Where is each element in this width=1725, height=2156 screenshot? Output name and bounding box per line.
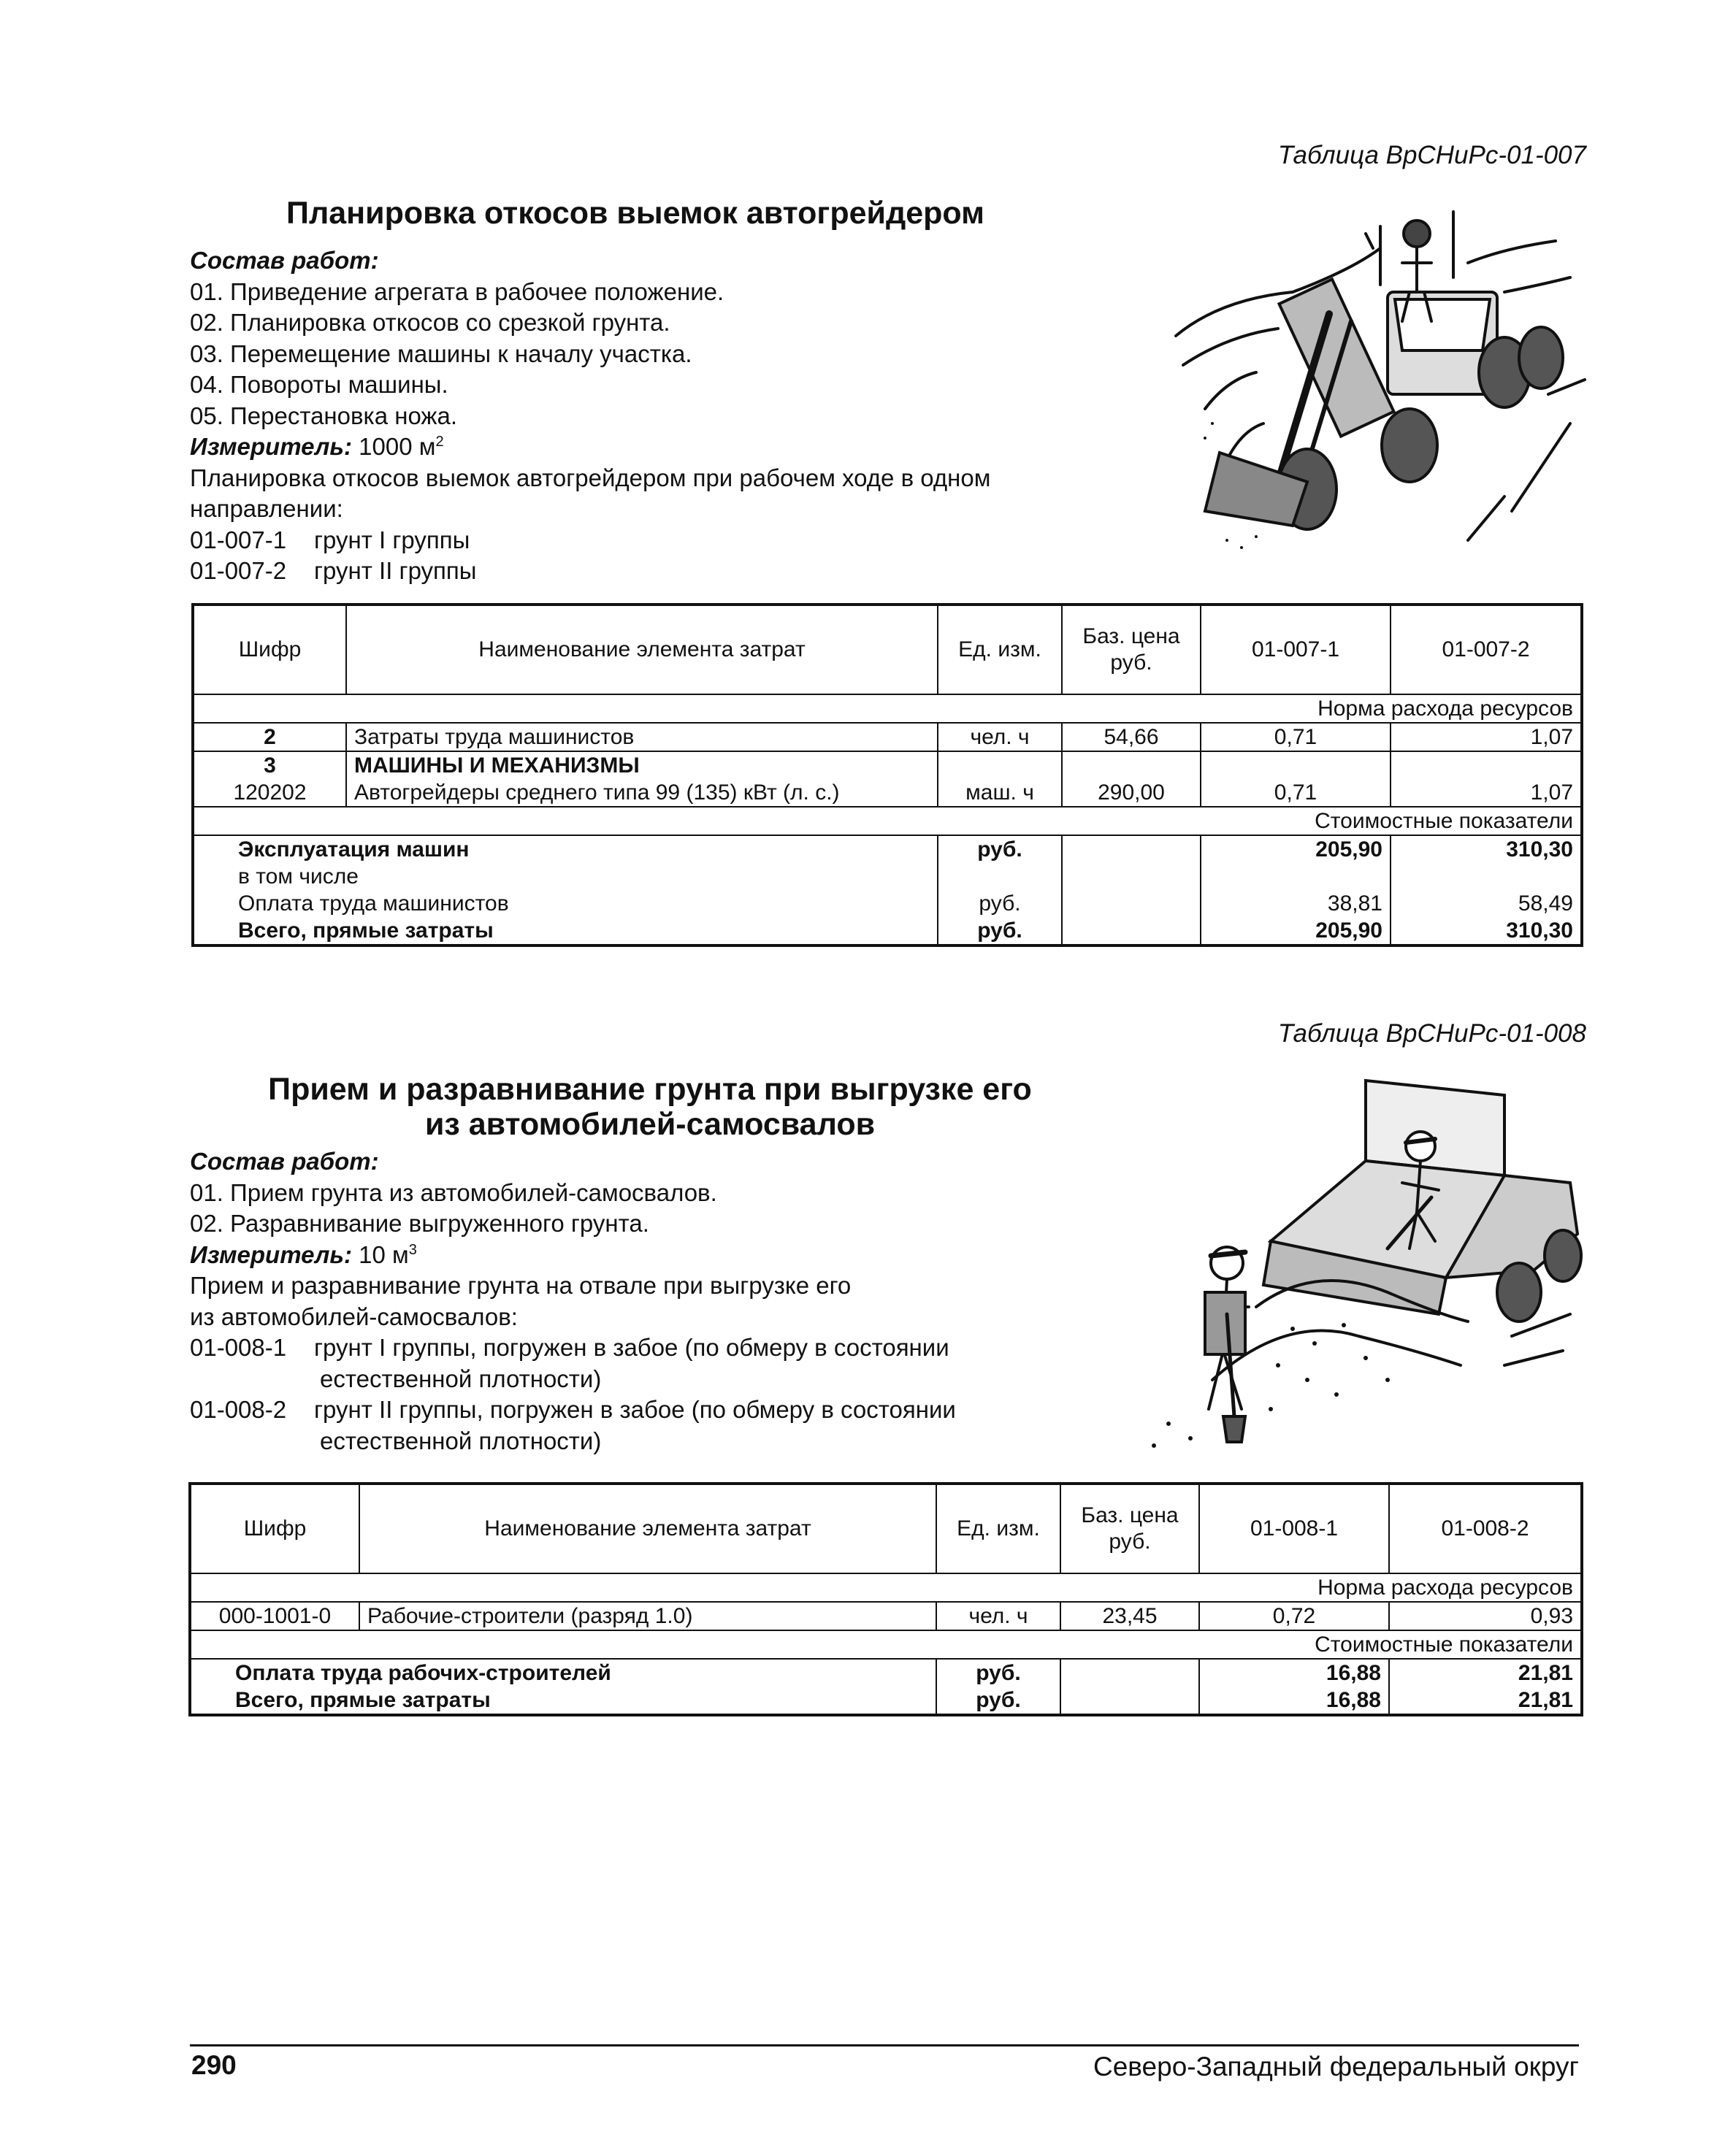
table-id-01-007: Таблица ВрСНиРс-01-007: [1277, 141, 1586, 169]
footer-rule: [190, 2044, 1579, 2046]
header-code: Шифр: [193, 605, 346, 694]
work-item: 05. Перестановка ножа.: [190, 402, 458, 429]
table-row: 3 МАШИНЫ И МЕХАНИЗМЫ: [193, 751, 1582, 779]
table-row: Оплата труда рабочих-строителей руб. 16,88 21,81: [190, 1659, 1582, 1687]
costs-table-01-008: [188, 1482, 1583, 1716]
header-variant-1: 01-007-1: [1201, 605, 1391, 694]
section-row-norm: Норма расхода ресурсов: [193, 694, 1582, 723]
table-row: 2 Затраты труда машинистов чел. ч 54,66 0,71 1,07: [193, 723, 1582, 751]
header-variant-2: 01-007-2: [1391, 605, 1582, 694]
table-row: 120202 Автогрейдеры среднего типа 99 (135) кВт (л. с.) маш. ч 290,00 0,71 1,07: [193, 779, 1582, 807]
section-row-norm: Норма расхода ресурсов: [190, 1573, 1582, 1602]
header-code: Шифр: [190, 1484, 359, 1573]
table-header-row: [190, 1484, 1582, 1573]
description: Прием и разравнивание грунта на отвале при выгрузке его: [190, 1272, 852, 1299]
section-title-01-007: Планировка откосов выемок автогрейдером: [286, 196, 984, 231]
page-number: 290: [191, 2050, 237, 2080]
meter-line: Измеритель: 1000 $м^2$: [190, 433, 444, 460]
work-item: 01. Прием грунта из автомобилей-самосвалов.: [190, 1178, 717, 1206]
table-row: Всего, прямые затраты руб. 16,88 21,81: [190, 1687, 1582, 1715]
section-body-01-007: [190, 245, 1139, 587]
header-variant-2: 01-008-2: [1389, 1484, 1582, 1573]
table-row: в том числе: [193, 863, 1582, 890]
footer-district: Северо-Западный федеральный округ: [1093, 2052, 1579, 2082]
variant-item: 01-008-1 грунт I группы, погружен в забое (по обмеру в состоянии: [190, 1334, 949, 1361]
table-id-01-008: Таблица ВрСНиРс-01-008: [1277, 1019, 1586, 1048]
table-row: Оплата труда машинистов руб. 38,81 58,49: [193, 890, 1582, 917]
work-item: 03. Перемещение машины к началу участка.: [190, 339, 692, 367]
variant-item: 01-008-2 грунт II группы, погружен в забое (по обмеру в состоянии: [190, 1396, 956, 1423]
costs-table-01-007: [191, 603, 1583, 947]
section-row-cost: Стоимостные показатели: [193, 807, 1582, 835]
section-row-cost: Стоимостные показатели: [190, 1630, 1582, 1659]
work-item: 02. Разравнивание выгруженного грунта.: [190, 1210, 649, 1237]
description: направлении:: [190, 495, 343, 522]
dump-truck-worker-illustration: [1125, 1073, 1592, 1468]
variant-item-cont: естественной плотности): [320, 1365, 602, 1392]
table-row: Всего, прямые затраты руб. 205,90 310,30: [193, 917, 1582, 945]
variant-item: 01-007-1 грунт I группы: [190, 526, 470, 553]
work-item: 01. Приведение агрегата в рабочее положение.: [190, 277, 724, 305]
table-row: Эксплуатация машин руб. 205,90 310,30: [193, 835, 1582, 863]
variant-item: 01-007-2 грунт II группы: [190, 557, 477, 584]
description: из автомобилей-самосвалов:: [190, 1303, 518, 1330]
header-unit: Ед. изм.: [936, 1484, 1060, 1573]
header-name: Наименование элемента затрат: [359, 1484, 936, 1573]
description: Планировка откосов выемок автогрейдером при рабочем ходе в одном: [190, 464, 991, 491]
header-name: Наименование элемента затрат: [346, 605, 938, 694]
work-item: 04. Повороты машины.: [190, 371, 448, 398]
header-variant-1: 01-008-1: [1199, 1484, 1389, 1573]
header-unit: Ед. изм.: [938, 605, 1062, 694]
works-header: Состав работ:: [190, 247, 379, 274]
section-body-01-008: [190, 1146, 1139, 1457]
table-row: 000-1001-0 Рабочие-строители (разряд 1.0) чел. ч 23,45 0,72 0,93: [190, 1602, 1582, 1630]
table-header-row: [193, 605, 1582, 694]
meter-line: Измеритель: 10 $м^3$: [190, 1240, 417, 1268]
section-title-01-008: Прием и разравнивание грунта при выгрузке его из автомобилей-самосвалов: [268, 1072, 1032, 1142]
header-price: Баз. цена руб.: [1060, 1484, 1199, 1573]
variant-item-cont: естественной плотности): [320, 1427, 602, 1454]
header-price: Баз. цена руб.: [1062, 605, 1201, 694]
works-header: Состав работ:: [190, 1148, 379, 1175]
work-item: 02. Планировка откосов со срезкой грунта.: [190, 309, 670, 336]
motor-grader-illustration: [1161, 204, 1599, 569]
